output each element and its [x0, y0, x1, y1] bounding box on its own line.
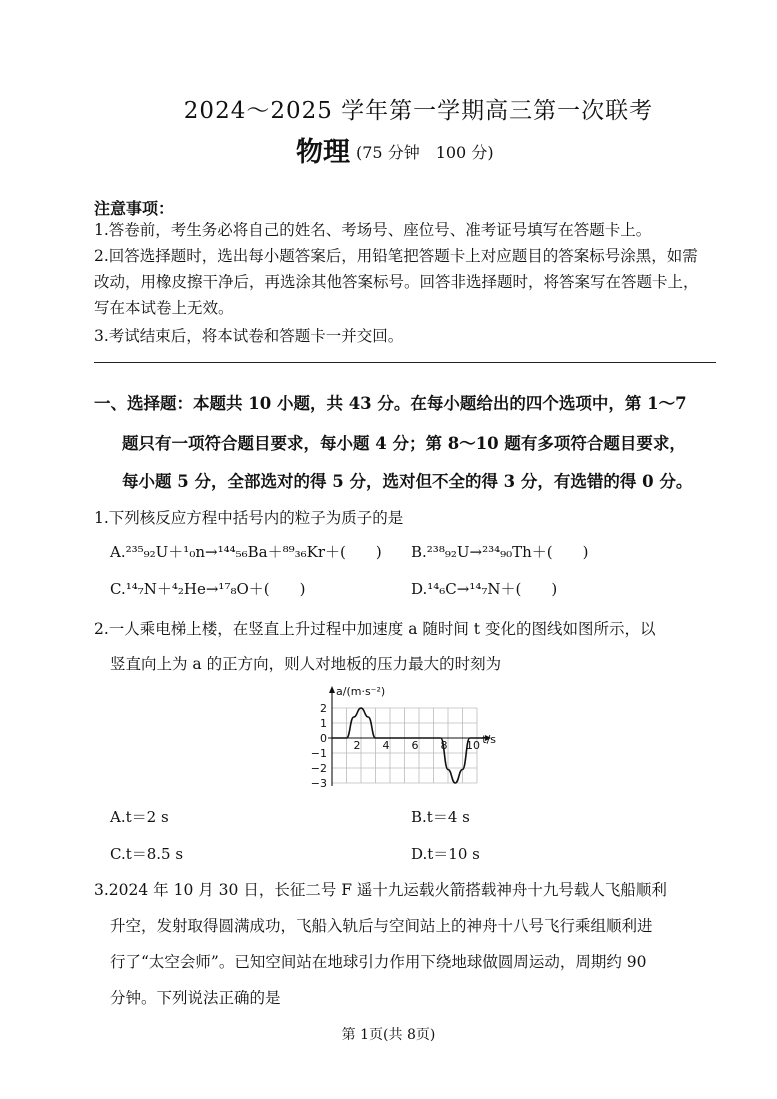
x-tick-label: 2 — [353, 739, 361, 752]
q2-option-b: B.t＝4 s — [411, 808, 470, 826]
q2-option-c: C.t＝8.5 s — [110, 845, 184, 863]
x-tick-label: 6 — [411, 739, 419, 752]
y-tick-label: −3 — [310, 777, 327, 790]
y-tick-label: 1 — [320, 717, 327, 730]
q1-option-c: C.¹⁴₇N＋⁴₂He→¹⁷₈O＋( ) — [110, 580, 306, 598]
acceleration-time-chart — [308, 684, 513, 796]
subject-time-score: (75 分钟 100 分) — [356, 143, 494, 162]
q3-stem-line1: 3.2024 年 10 月 30 日，长征二号 F 遥十九运载火箭搭载神舟十九号载人飞船顺利 — [94, 881, 667, 899]
section-heading: 一、选择题：本题共 10 小题，共 43 分。在每小题给出的四个选项中，第 1～7 — [94, 394, 687, 413]
note-item-2-cont: 改动，用橡皮擦干净后，再选涂其他答案标号。回答非选择题时，将答案写在答题卡上， — [94, 273, 699, 291]
q2-option-d: D.t＝10 s — [411, 845, 480, 863]
note-item-2-end: 写在本试卷上无效。 — [94, 299, 234, 317]
q1-stem: 1.下列核反应方程中括号内的粒子为质子的是 — [94, 509, 404, 527]
q1-option-d: D.¹⁴₆C→¹⁴₇N＋( ) — [411, 580, 558, 598]
q1-option-a: A.²³⁵₉₂U＋¹₀n→¹⁴⁴₅₆Ba＋⁸⁹₃₆Kr＋( ) — [110, 543, 382, 561]
note-item-3: 3.考试结束后，将本试卷和答题卡一并交回。 — [94, 327, 404, 345]
note-item-2: 2.回答选择题时，选出每小题答案后，用铅笔把答题卡上对应题目的答案标号涂黑，如需 — [94, 247, 698, 265]
note-item-1: 1.答卷前，考生务必将自己的姓名、考场号、座位号、准考证号填写在答题卡上。 — [94, 221, 652, 239]
subject-name: 物理 — [296, 137, 350, 168]
y-axis-arrow — [329, 686, 335, 693]
x-tick-label: 10 — [466, 739, 480, 752]
notes-heading: 注意事项： — [94, 199, 175, 218]
q3-stem-line2: 升空，发射取得圆满成功，飞船入轨后与空间站上的神舟十八号飞行乘组顺利进 — [110, 917, 653, 935]
x-axis-label: t/s — [482, 733, 496, 746]
page-footer: 第 1页(共 8页) — [341, 1027, 436, 1043]
y-axis-label: a/(m·s⁻²) — [336, 685, 386, 698]
x-tick-label: 4 — [382, 739, 390, 752]
divider-line — [94, 362, 716, 363]
section-instruction-3: 每小题 5 分，全部选对的得 5 分，选对但不全的得 3 分，有选错的得 0 分。 — [122, 472, 693, 491]
q1-option-b: B.²³⁸₉₂U→²³⁴₉₀Th＋( ) — [411, 543, 589, 561]
q2-stem-line1: 2.一人乘电梯上楼，在竖直上升过程中加速度 a 随时间 t 变化的图线如图所示，以 — [94, 620, 656, 638]
q2-stem-line2: 竖直向上为 a 的正方向，则人对地板的压力最大的时刻为 — [110, 655, 502, 673]
y-tick-label: 2 — [320, 702, 327, 715]
y-tick-label: −1 — [310, 747, 327, 760]
section-instruction-2: 题只有一项符合题目要求，每小题 4 分；第 8～10 题有多项符合题目要求， — [122, 434, 686, 453]
exam-title: 2024～2025 学年第一学期高三第一次联考 — [183, 98, 654, 124]
q3-stem-line4: 分钟。下列说法正确的是 — [110, 989, 281, 1007]
y-tick-label: −2 — [310, 762, 327, 775]
q3-stem-line3: 行了“太空会师”。已知空间站在地球引力作用下绕地球做圆周运动，周期约 90 — [110, 953, 647, 971]
y-tick-label: 0 — [320, 732, 327, 745]
q2-option-a: A.t＝2 s — [110, 808, 169, 826]
x-tick-label: 8 — [440, 739, 448, 752]
